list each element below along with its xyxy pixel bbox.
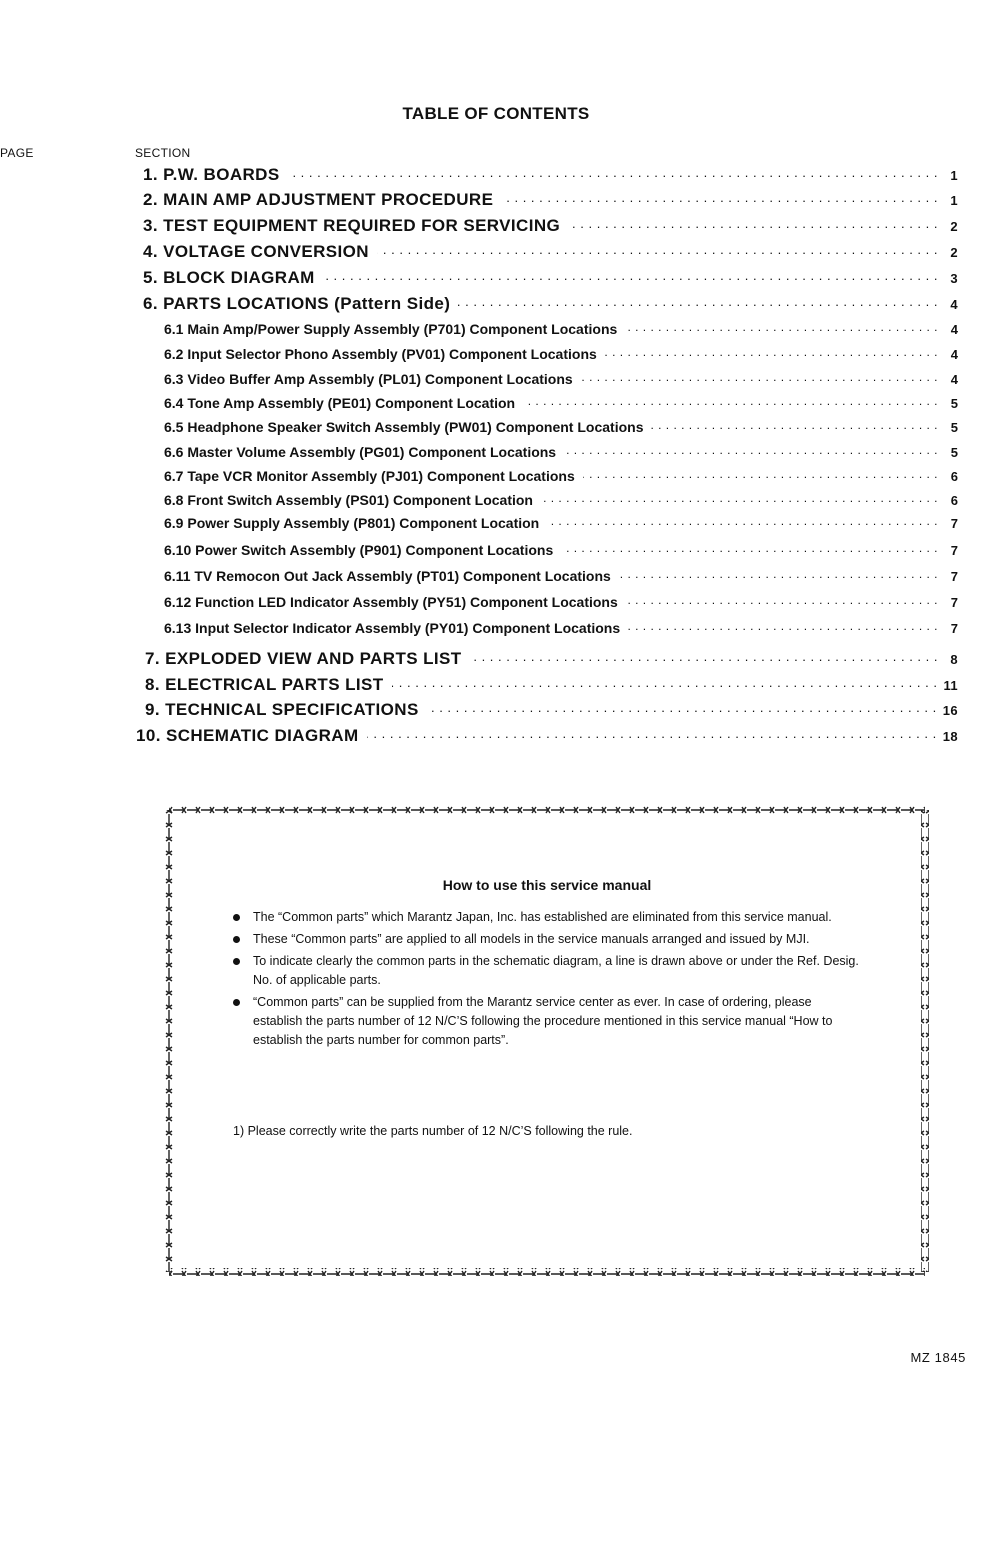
toc-entry-page: 18 bbox=[942, 729, 958, 744]
leader-dots bbox=[625, 320, 938, 334]
toc-entry bbox=[145, 673, 958, 695]
toc-entry bbox=[136, 724, 958, 746]
toc-entry-number: 6.9 bbox=[164, 515, 184, 531]
notice-bullet-list bbox=[233, 908, 863, 1053]
toc-entry-number: 5. bbox=[143, 268, 158, 287]
leader-dots bbox=[619, 567, 938, 581]
leader-dots bbox=[564, 443, 938, 457]
toc-entry-label: PARTS LOCATIONS (Pattern Side) bbox=[163, 294, 451, 313]
toc-entry-page: 4 bbox=[950, 297, 958, 312]
toc-entry-page: 6 bbox=[950, 493, 958, 508]
leader-dots bbox=[561, 541, 938, 555]
toc-subentry bbox=[164, 491, 958, 508]
toc-entry-page: 5 bbox=[950, 420, 958, 435]
toc-entry-label: Power Supply Assembly (P801) Component Location bbox=[187, 515, 540, 531]
toc-entry-number: 1. bbox=[143, 165, 158, 184]
toc-entry-number: 6.7 bbox=[164, 468, 184, 484]
toc-entry bbox=[143, 188, 958, 210]
toc-entry bbox=[143, 266, 958, 288]
toc-entry-page: 4 bbox=[950, 372, 958, 387]
toc-entry-number: 6.12 bbox=[164, 594, 192, 610]
toc-entry-page: 8 bbox=[950, 652, 958, 667]
toc-entry-number: 6.5 bbox=[164, 419, 184, 435]
toc-subentry bbox=[164, 345, 958, 362]
leader-dots bbox=[377, 240, 938, 257]
toc-entry-page: 7 bbox=[950, 621, 958, 636]
leader-dots bbox=[367, 724, 937, 741]
toc-subentry bbox=[164, 541, 958, 558]
toc-entry-page: 3 bbox=[950, 271, 958, 286]
toc-entry-label: Video Buffer Amp Assembly (PL01) Component Locations bbox=[187, 371, 573, 387]
toc-entry bbox=[143, 214, 958, 236]
leader-dots bbox=[427, 698, 937, 715]
toc-entry-label: Function LED Indicator Assembly (PY51) Component Locations bbox=[195, 594, 618, 610]
toc-entry-page: 11 bbox=[943, 678, 958, 693]
leader-dots bbox=[568, 214, 938, 231]
bullet-text: To indicate clearly the common parts in the schematic diagram, a line is drawn above or under the Ref. Desig. No. of applicable parts. bbox=[253, 954, 859, 987]
toc-subentry bbox=[164, 394, 958, 411]
toc-entry-label: Input Selector Phono Assembly (PV01) Component Locations bbox=[187, 346, 597, 362]
toc-entry-number: 6.1 bbox=[164, 321, 184, 337]
toc-entry-label: ELECTRICAL PARTS LIST bbox=[165, 675, 384, 694]
toc-entry-number: 6. bbox=[143, 294, 158, 313]
section-column-label: SECTION bbox=[135, 146, 191, 160]
toc-entry-page: 7 bbox=[950, 569, 958, 584]
toc-entry-page: 16 bbox=[942, 703, 958, 718]
bullet-icon bbox=[233, 936, 240, 943]
toc-entry-page: 4 bbox=[950, 347, 958, 362]
bullet-icon bbox=[233, 999, 240, 1006]
toc-subentry bbox=[164, 320, 958, 337]
toc-entry-page: 6 bbox=[950, 469, 958, 484]
toc-entry-number: 9. bbox=[145, 700, 160, 719]
toc-entry-number: 7. bbox=[145, 649, 160, 668]
toc-entry-label: Input Selector Indicator Assembly (PY01) Component Locations bbox=[195, 620, 621, 636]
rule-note: 1) Please correctly write the parts number of 12 N/C’S following the rule. bbox=[233, 1124, 633, 1138]
toc-entry-label: Tape VCR Monitor Assembly (PJ01) Component Locations bbox=[187, 468, 575, 484]
service-manual-notice-box bbox=[165, 806, 929, 1276]
toc-entry-page: 7 bbox=[950, 595, 958, 610]
leader-dots bbox=[458, 292, 938, 309]
toc-entry-number: 3. bbox=[143, 216, 158, 235]
toc-subentry bbox=[164, 593, 958, 610]
list-item bbox=[233, 952, 863, 990]
list-item bbox=[233, 993, 863, 1050]
leader-dots bbox=[323, 266, 938, 283]
toc-entry-label: EXPLODED VIEW AND PARTS LIST bbox=[165, 649, 462, 668]
notice-title: How to use this service manual bbox=[442, 877, 652, 893]
leader-dots bbox=[470, 647, 938, 664]
toc-entry-label: BLOCK DIAGRAM bbox=[163, 268, 315, 287]
toc-subentry bbox=[164, 370, 958, 387]
toc-subentry bbox=[164, 619, 958, 636]
toc-entry-number: 2. bbox=[143, 190, 158, 209]
toc-entry-label: Front Switch Assembly (PS01) Component Location bbox=[187, 492, 533, 508]
toc-entry bbox=[145, 698, 958, 720]
leader-dots bbox=[651, 418, 938, 432]
leader-dots bbox=[523, 394, 938, 408]
toc-entry-page: 2 bbox=[950, 245, 958, 260]
toc-entry-number: 6.10 bbox=[164, 542, 192, 558]
toc-entry-label: TEST EQUIPMENT REQUIRED FOR SERVICING bbox=[163, 216, 561, 235]
toc-entry-page: 1 bbox=[950, 193, 958, 208]
leader-dots bbox=[501, 188, 938, 205]
list-item bbox=[233, 930, 863, 949]
document-code: MZ 1845 bbox=[910, 1350, 966, 1365]
toc-entry-label: MAIN AMP ADJUSTMENT PROCEDURE bbox=[163, 190, 494, 209]
bullet-text: “Common parts” can be supplied from the Marantz service center as ever. In case of ordering, please establish the parts number of 12 N/C’S following the procedure mentioned in this service manual “How to establish the parts number for common parts”. bbox=[253, 995, 833, 1047]
toc-entry-label: TV Remocon Out Jack Assembly (PT01) Component Locations bbox=[194, 568, 611, 584]
bullet-text: The “Common parts” which Marantz Japan, Inc. has established are eliminated from this service manual. bbox=[253, 910, 832, 924]
toc-entry-number: 8. bbox=[145, 675, 160, 694]
leader-dots bbox=[626, 593, 938, 607]
toc-entry-number: 6.13 bbox=[164, 620, 192, 636]
toc-entry bbox=[145, 647, 958, 669]
toc-entry-label: VOLTAGE CONVERSION bbox=[163, 242, 369, 261]
toc-entry bbox=[143, 163, 958, 185]
toc-entry-label: SCHEMATIC DIAGRAM bbox=[165, 726, 359, 745]
toc-entry-page: 1 bbox=[950, 168, 958, 183]
toc-subentry bbox=[164, 443, 958, 460]
toc-entry-number: 10. bbox=[136, 726, 161, 745]
toc-subentry bbox=[164, 514, 958, 531]
toc-entry bbox=[143, 292, 958, 314]
toc-entry-label: Main Amp/Power Supply Assembly (P701) Component Locations bbox=[187, 321, 618, 337]
toc-entry-page: 7 bbox=[950, 543, 958, 558]
toc-entry-number: 4. bbox=[143, 242, 158, 261]
toc-subentry bbox=[164, 418, 958, 435]
toc-subentry bbox=[164, 567, 958, 584]
leader-dots bbox=[628, 619, 938, 633]
leader-dots bbox=[541, 491, 938, 505]
toc-entry-number: 6.3 bbox=[164, 371, 184, 387]
leader-dots bbox=[583, 467, 938, 481]
toc-entry-label: Master Volume Assembly (PG01) Component Locations bbox=[187, 444, 557, 460]
toc-entry-label: Tone Amp Assembly (PE01) Component Location bbox=[187, 395, 516, 411]
toc-entry-number: 6.8 bbox=[164, 492, 184, 508]
leader-dots bbox=[547, 514, 938, 528]
toc-entry-label: Headphone Speaker Switch Assembly (PW01) Component Locations bbox=[187, 419, 644, 435]
toc-entry-number: 6.11 bbox=[164, 568, 191, 584]
toc-entry-label: TECHNICAL SPECIFICATIONS bbox=[165, 700, 419, 719]
toc-entry-label: P.W. BOARDS bbox=[163, 165, 280, 184]
toc-subentry bbox=[164, 467, 958, 484]
toc-entry-label: Power Switch Assembly (P901) Component Locations bbox=[195, 542, 554, 558]
bullet-icon bbox=[233, 958, 240, 965]
toc-entry-page: 5 bbox=[950, 396, 958, 411]
page-column-label: PAGE bbox=[0, 146, 34, 160]
toc-entry bbox=[143, 240, 958, 262]
bullet-text: These “Common parts” are applied to all models in the service manuals arranged and issued by MJI. bbox=[253, 932, 810, 946]
list-item bbox=[233, 908, 863, 927]
leader-dots bbox=[392, 673, 938, 690]
leader-dots bbox=[581, 370, 938, 384]
toc-entry-page: 4 bbox=[950, 322, 958, 337]
toc-entry-number: 6.6 bbox=[164, 444, 184, 460]
leader-dots bbox=[288, 163, 938, 180]
toc-entry-page: 5 bbox=[950, 445, 958, 460]
toc-entry-page: 7 bbox=[950, 516, 958, 531]
page-title: TABLE OF CONTENTS bbox=[402, 104, 590, 123]
toc-entry-page: 2 bbox=[950, 219, 958, 234]
bullet-icon bbox=[233, 914, 240, 921]
toc-entry-number: 6.4 bbox=[164, 395, 184, 411]
leader-dots bbox=[605, 345, 938, 359]
toc-entry-number: 6.2 bbox=[164, 346, 184, 362]
